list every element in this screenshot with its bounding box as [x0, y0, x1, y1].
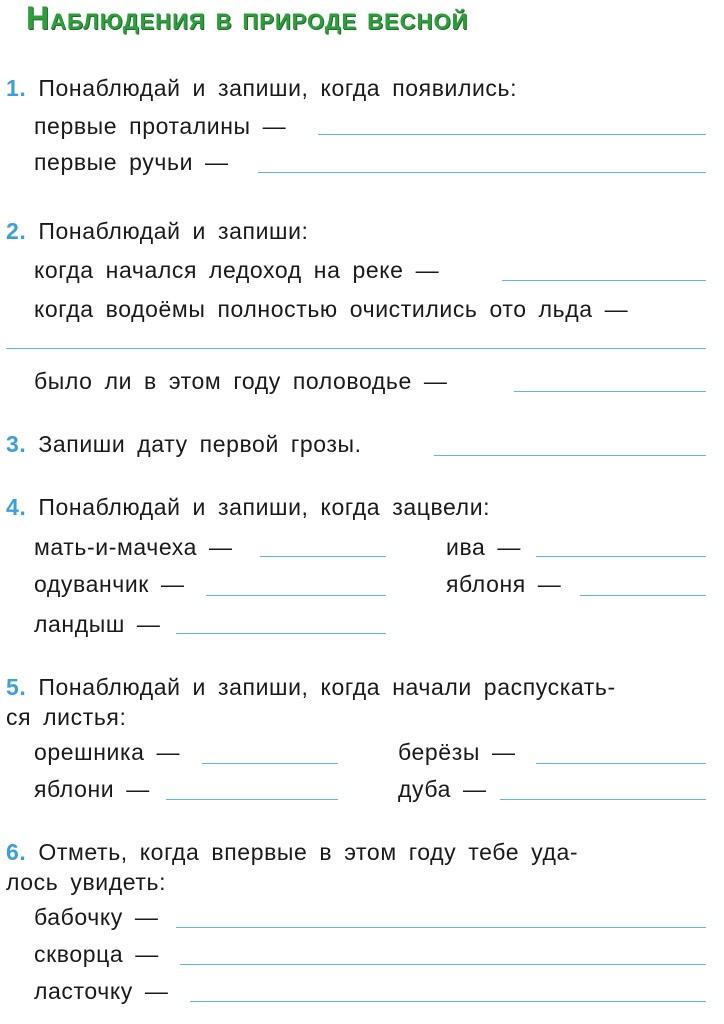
page-title: Наблюдения в природе весной: [26, 0, 469, 36]
task-6-item-starling-label: скворца —: [34, 941, 159, 967]
task-4-item-dandelion-label: одуванчик —: [34, 571, 185, 597]
task-5-item-hazel-label: орешника —: [34, 739, 181, 765]
task-5-item-apple-label: яблони —: [34, 776, 150, 802]
answer-line-first-streams[interactable]: [258, 172, 706, 173]
task-5-item-oak-label: дуба —: [398, 776, 487, 802]
task-prompt: Отметь, когда впервые в этом году тебе уда-: [38, 839, 579, 865]
answer-line-birch[interactable]: [536, 763, 706, 764]
task-number: 4.: [6, 494, 27, 520]
task-6-heading-line-2: лось увидеть:: [6, 869, 167, 895]
answer-line-apple-leaves[interactable]: [166, 799, 338, 800]
task-prompt: Понаблюдай и запиши, когда начали распускать-: [38, 674, 616, 700]
task-4-item-apple-label: яблоня —: [446, 571, 562, 597]
task-6-item-butterfly-label: бабочку —: [34, 904, 159, 930]
task-2-item-1-label: когда начался ледоход на реке —: [34, 257, 440, 283]
task-prompt: Понаблюдай и запиши:: [38, 218, 309, 244]
answer-line-ice-free[interactable]: [6, 348, 706, 349]
answer-line-dandelion[interactable]: [206, 595, 386, 596]
task-2-item-3-label: было ли в этом году половодье —: [34, 368, 448, 394]
task-4-item-coltsfoot-label: мать-и-мачеха —: [34, 534, 233, 560]
task-4-heading: [6, 493, 490, 521]
task-number: 6.: [6, 839, 27, 865]
answer-line-first-thaw[interactable]: [318, 134, 706, 135]
answer-line-hazel[interactable]: [202, 763, 338, 764]
answer-line-oak[interactable]: [500, 799, 706, 800]
answer-line-butterfly[interactable]: [176, 927, 706, 928]
task-1-heading: [6, 74, 517, 102]
task-2-heading: [6, 217, 309, 245]
task-5-heading-line-2: ся листья:: [6, 704, 127, 730]
answer-line-ice-drift[interactable]: [502, 280, 706, 281]
task-number: 1.: [6, 75, 27, 101]
task-2-item-2-label: когда водоёмы полностью очистились ото льда —: [34, 296, 629, 322]
task-5-heading-line-1: [6, 673, 616, 701]
answer-line-coltsfoot[interactable]: [260, 556, 386, 557]
task-number: 2.: [6, 218, 27, 244]
task-number: 3.: [6, 431, 27, 457]
answer-line-first-thunderstorm[interactable]: [434, 455, 706, 456]
task-1-item-2-label: первые ручьи —: [34, 149, 229, 175]
answer-line-lily-of-the-valley[interactable]: [176, 633, 386, 634]
task-5-item-birch-label: берёзы —: [398, 739, 516, 765]
task-6-item-swallow-label: ласточку —: [34, 978, 169, 1004]
task-4-item-lily-label: ландыш —: [34, 611, 161, 637]
answer-line-flood[interactable]: [514, 391, 706, 392]
answer-line-apple[interactable]: [580, 595, 706, 596]
task-number: 5.: [6, 674, 27, 700]
task-3-heading: [6, 430, 362, 458]
task-prompt: Понаблюдай и запиши, когда зацвели:: [38, 494, 491, 520]
task-prompt: Понаблюдай и запиши, когда появились:: [38, 75, 518, 101]
answer-line-swallow[interactable]: [190, 1001, 706, 1002]
answer-line-starling[interactable]: [180, 964, 706, 965]
task-1-item-1-label: первые проталины —: [34, 113, 287, 139]
answer-line-willow[interactable]: [536, 556, 706, 557]
task-4-item-willow-label: ива —: [446, 534, 521, 560]
task-6-heading-line-1: [6, 838, 578, 866]
task-prompt: Запиши дату первой грозы.: [38, 431, 362, 457]
